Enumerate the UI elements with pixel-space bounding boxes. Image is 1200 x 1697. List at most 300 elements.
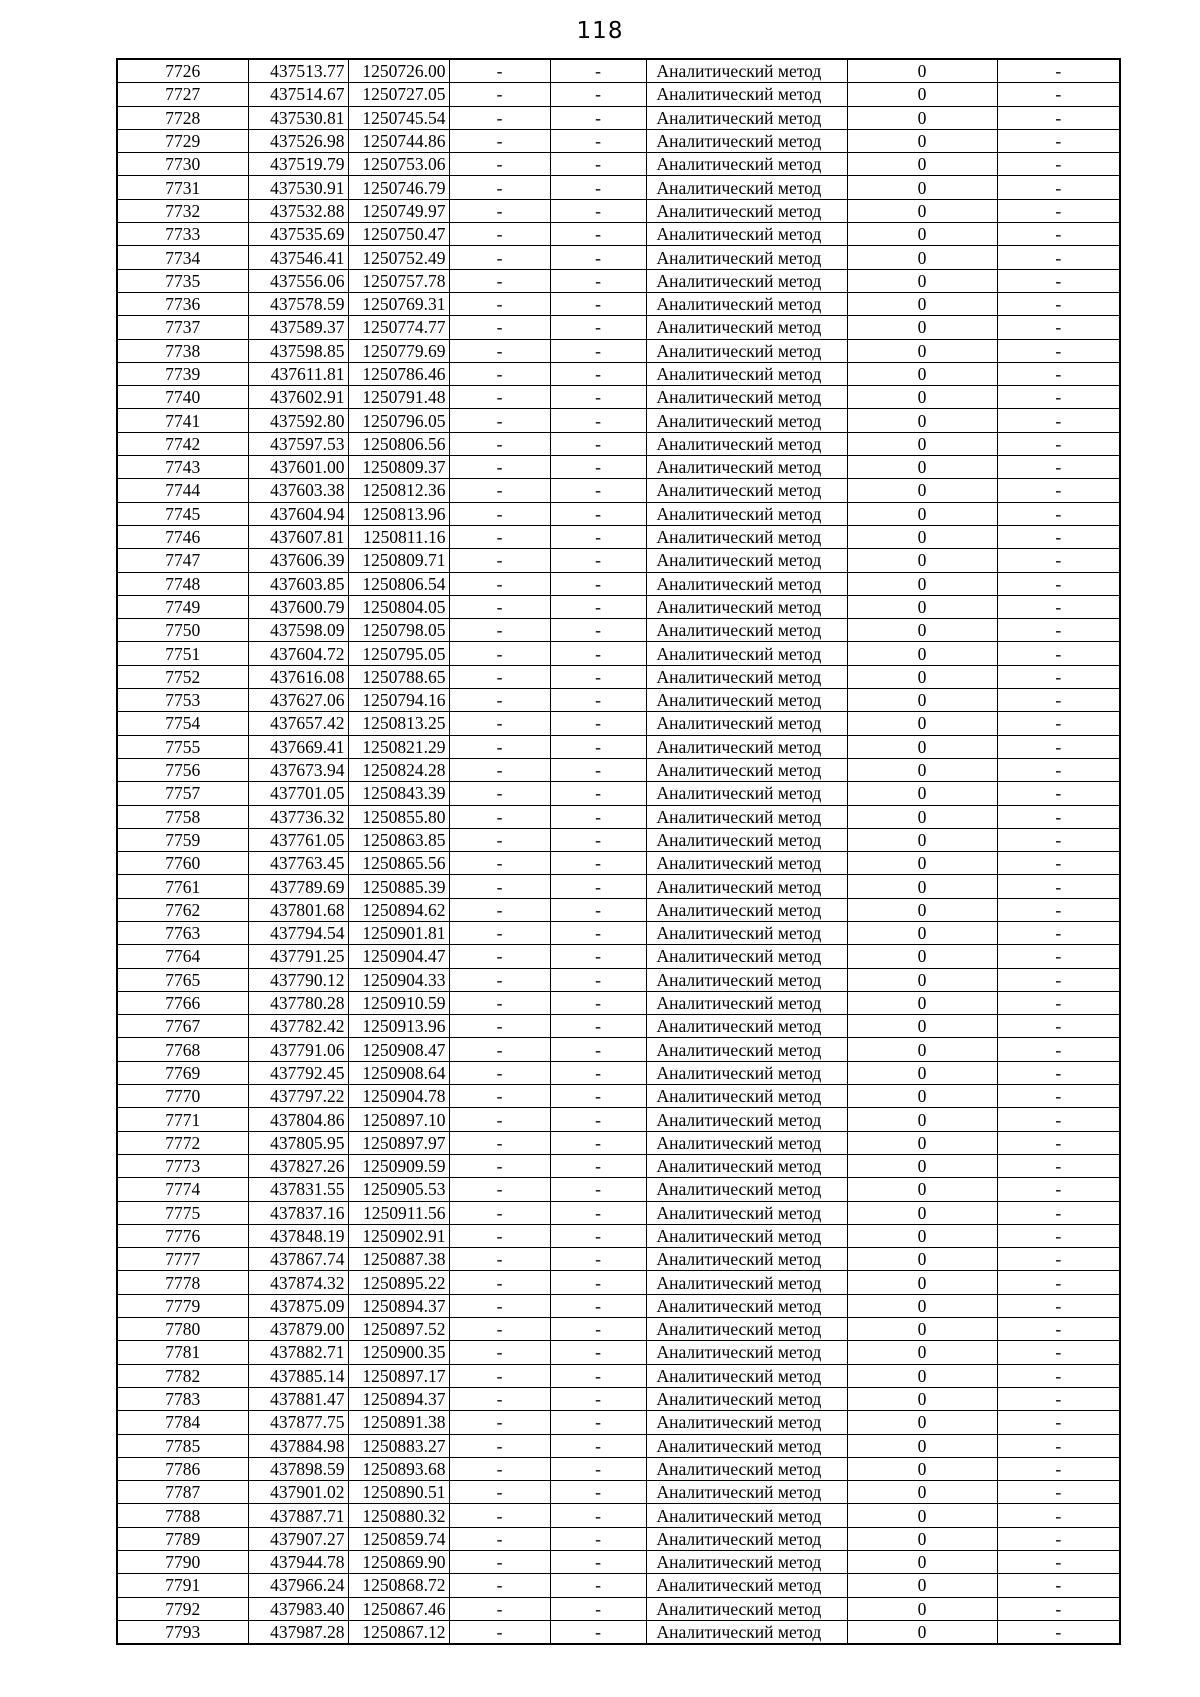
x-coordinate-cell: 437797.22 [248, 1085, 348, 1108]
empty-value-cell: - [550, 1387, 646, 1410]
method-cell: Аналитический метод [646, 1341, 847, 1364]
table-row [117, 991, 1120, 1014]
y-coordinate-cell: 1250905.53 [348, 1178, 449, 1201]
y-coordinate-cell: 1250804.05 [348, 595, 449, 618]
point-number-cell: 7773 [117, 1154, 248, 1177]
empty-value-cell: - [997, 1574, 1120, 1597]
empty-value-cell: - [449, 1015, 550, 1038]
empty-value-cell: - [550, 1364, 646, 1387]
empty-value-cell: - [997, 1038, 1120, 1061]
empty-value-cell: - [997, 1364, 1120, 1387]
y-coordinate-cell: 1250757.78 [348, 269, 449, 292]
table-row [117, 712, 1120, 735]
empty-value-cell: - [550, 1504, 646, 1527]
method-cell: Аналитический метод [646, 153, 847, 176]
y-coordinate-cell: 1250746.79 [348, 176, 449, 199]
point-number-cell: 7793 [117, 1620, 248, 1644]
empty-value-cell: - [550, 479, 646, 502]
x-coordinate-cell: 437791.25 [248, 945, 348, 968]
method-cell: Аналитический метод [646, 689, 847, 712]
y-coordinate-cell: 1250809.71 [348, 549, 449, 572]
coordinates-table [116, 58, 1121, 1645]
method-cell: Аналитический метод [646, 199, 847, 222]
accuracy-cell: 0 [847, 1248, 997, 1271]
x-coordinate-cell: 437848.19 [248, 1224, 348, 1247]
empty-value-cell: - [997, 246, 1120, 269]
empty-value-cell: - [449, 479, 550, 502]
point-number-cell: 7765 [117, 968, 248, 991]
point-number-cell: 7757 [117, 782, 248, 805]
empty-value-cell: - [997, 1224, 1120, 1247]
accuracy-cell: 0 [847, 665, 997, 688]
x-coordinate-cell: 437780.28 [248, 991, 348, 1014]
y-coordinate-cell: 1250893.68 [348, 1457, 449, 1480]
x-coordinate-cell: 437790.12 [248, 968, 348, 991]
x-coordinate-cell: 437874.32 [248, 1271, 348, 1294]
method-cell: Аналитический метод [646, 1387, 847, 1410]
x-coordinate-cell: 437602.91 [248, 386, 348, 409]
empty-value-cell: - [997, 875, 1120, 898]
table-row [117, 339, 1120, 362]
empty-value-cell: - [550, 432, 646, 455]
accuracy-cell: 0 [847, 456, 997, 479]
y-coordinate-cell: 1250824.28 [348, 758, 449, 781]
empty-value-cell: - [449, 502, 550, 525]
empty-value-cell: - [550, 1620, 646, 1644]
x-coordinate-cell: 437589.37 [248, 316, 348, 339]
method-cell: Аналитический метод [646, 292, 847, 315]
y-coordinate-cell: 1250900.35 [348, 1341, 449, 1364]
x-coordinate-cell: 437546.41 [248, 246, 348, 269]
point-number-cell: 7745 [117, 502, 248, 525]
empty-value-cell: - [449, 1411, 550, 1434]
empty-value-cell: - [550, 339, 646, 362]
table-row [117, 1481, 1120, 1504]
point-number-cell: 7788 [117, 1504, 248, 1527]
accuracy-cell: 0 [847, 1178, 997, 1201]
table-row [117, 223, 1120, 246]
y-coordinate-cell: 1250750.47 [348, 223, 449, 246]
empty-value-cell: - [550, 1131, 646, 1154]
coordinates-table-body [117, 59, 1120, 1644]
table-row [117, 1387, 1120, 1410]
method-cell: Аналитический метод [646, 1527, 847, 1550]
table-row [117, 549, 1120, 572]
table-row [117, 1364, 1120, 1387]
y-coordinate-cell: 1250913.96 [348, 1015, 449, 1038]
empty-value-cell: - [550, 386, 646, 409]
accuracy-cell: 0 [847, 828, 997, 851]
table-row [117, 199, 1120, 222]
method-cell: Аналитический метод [646, 269, 847, 292]
table-row [117, 1457, 1120, 1480]
empty-value-cell: - [550, 1318, 646, 1341]
empty-value-cell: - [550, 199, 646, 222]
point-number-cell: 7735 [117, 269, 248, 292]
x-coordinate-cell: 437604.94 [248, 502, 348, 525]
method-cell: Аналитический метод [646, 1457, 847, 1480]
empty-value-cell: - [550, 223, 646, 246]
empty-value-cell: - [997, 1271, 1120, 1294]
y-coordinate-cell: 1250909.59 [348, 1154, 449, 1177]
method-cell: Аналитический метод [646, 921, 847, 944]
empty-value-cell: - [550, 316, 646, 339]
empty-value-cell: - [997, 409, 1120, 432]
y-coordinate-cell: 1250904.33 [348, 968, 449, 991]
point-number-cell: 7748 [117, 572, 248, 595]
empty-value-cell: - [997, 502, 1120, 525]
empty-value-cell: - [449, 1271, 550, 1294]
empty-value-cell: - [550, 106, 646, 129]
method-cell: Аналитический метод [646, 106, 847, 129]
x-coordinate-cell: 437519.79 [248, 153, 348, 176]
empty-value-cell: - [449, 292, 550, 315]
accuracy-cell: 0 [847, 1131, 997, 1154]
empty-value-cell: - [550, 1061, 646, 1084]
empty-value-cell: - [449, 828, 550, 851]
table-row [117, 898, 1120, 921]
table-row [117, 1248, 1120, 1271]
y-coordinate-cell: 1250774.77 [348, 316, 449, 339]
table-row [117, 619, 1120, 642]
point-number-cell: 7785 [117, 1434, 248, 1457]
method-cell: Аналитический метод [646, 852, 847, 875]
y-coordinate-cell: 1250744.86 [348, 129, 449, 152]
method-cell: Аналитический метод [646, 386, 847, 409]
x-coordinate-cell: 437782.42 [248, 1015, 348, 1038]
y-coordinate-cell: 1250865.56 [348, 852, 449, 875]
empty-value-cell: - [997, 1085, 1120, 1108]
empty-value-cell: - [550, 1154, 646, 1177]
method-cell: Аналитический метод [646, 549, 847, 572]
y-coordinate-cell: 1250883.27 [348, 1434, 449, 1457]
accuracy-cell: 0 [847, 106, 997, 129]
y-coordinate-cell: 1250894.37 [348, 1387, 449, 1410]
empty-value-cell: - [449, 1178, 550, 1201]
empty-value-cell: - [550, 1457, 646, 1480]
method-cell: Аналитический метод [646, 875, 847, 898]
empty-value-cell: - [550, 549, 646, 572]
y-coordinate-cell: 1250868.72 [348, 1574, 449, 1597]
table-row [117, 316, 1120, 339]
empty-value-cell: - [550, 1085, 646, 1108]
empty-value-cell: - [550, 456, 646, 479]
point-number-cell: 7764 [117, 945, 248, 968]
x-coordinate-cell: 437879.00 [248, 1318, 348, 1341]
method-cell: Аналитический метод [646, 129, 847, 152]
table-row [117, 1341, 1120, 1364]
empty-value-cell: - [550, 1434, 646, 1457]
point-number-cell: 7731 [117, 176, 248, 199]
empty-value-cell: - [997, 642, 1120, 665]
x-coordinate-cell: 437884.98 [248, 1434, 348, 1457]
accuracy-cell: 0 [847, 1341, 997, 1364]
x-coordinate-cell: 437601.00 [248, 456, 348, 479]
y-coordinate-cell: 1250753.06 [348, 153, 449, 176]
accuracy-cell: 0 [847, 735, 997, 758]
point-number-cell: 7777 [117, 1248, 248, 1271]
point-number-cell: 7791 [117, 1574, 248, 1597]
empty-value-cell: - [449, 712, 550, 735]
empty-value-cell: - [550, 782, 646, 805]
accuracy-cell: 0 [847, 921, 997, 944]
accuracy-cell: 0 [847, 1597, 997, 1620]
x-coordinate-cell: 437556.06 [248, 269, 348, 292]
empty-value-cell: - [550, 129, 646, 152]
y-coordinate-cell: 1250863.85 [348, 828, 449, 851]
empty-value-cell: - [997, 968, 1120, 991]
empty-value-cell: - [997, 223, 1120, 246]
empty-value-cell: - [550, 1411, 646, 1434]
empty-value-cell: - [997, 852, 1120, 875]
y-coordinate-cell: 1250796.05 [348, 409, 449, 432]
y-coordinate-cell: 1250813.96 [348, 502, 449, 525]
empty-value-cell: - [550, 1248, 646, 1271]
empty-value-cell: - [997, 362, 1120, 385]
accuracy-cell: 0 [847, 176, 997, 199]
method-cell: Аналитический метод [646, 1085, 847, 1108]
table-row [117, 1038, 1120, 1061]
point-number-cell: 7770 [117, 1085, 248, 1108]
y-coordinate-cell: 1250894.62 [348, 898, 449, 921]
y-coordinate-cell: 1250794.16 [348, 689, 449, 712]
empty-value-cell: - [449, 1341, 550, 1364]
accuracy-cell: 0 [847, 1527, 997, 1550]
point-number-cell: 7750 [117, 619, 248, 642]
empty-value-cell: - [449, 549, 550, 572]
accuracy-cell: 0 [847, 1201, 997, 1224]
method-cell: Аналитический метод [646, 665, 847, 688]
empty-value-cell: - [550, 59, 646, 83]
empty-value-cell: - [449, 619, 550, 642]
x-coordinate-cell: 437794.54 [248, 921, 348, 944]
accuracy-cell: 0 [847, 386, 997, 409]
empty-value-cell: - [997, 1434, 1120, 1457]
accuracy-cell: 0 [847, 362, 997, 385]
table-row [117, 572, 1120, 595]
point-number-cell: 7774 [117, 1178, 248, 1201]
accuracy-cell: 0 [847, 1411, 997, 1434]
empty-value-cell: - [997, 1620, 1120, 1644]
x-coordinate-cell: 437603.85 [248, 572, 348, 595]
x-coordinate-cell: 437603.38 [248, 479, 348, 502]
table-row [117, 83, 1120, 106]
empty-value-cell: - [449, 1364, 550, 1387]
accuracy-cell: 0 [847, 1318, 997, 1341]
accuracy-cell: 0 [847, 1224, 997, 1247]
point-number-cell: 7784 [117, 1411, 248, 1434]
empty-value-cell: - [997, 572, 1120, 595]
table-row [117, 758, 1120, 781]
empty-value-cell: - [449, 1481, 550, 1504]
empty-value-cell: - [449, 1224, 550, 1247]
method-cell: Аналитический метод [646, 1574, 847, 1597]
accuracy-cell: 0 [847, 1271, 997, 1294]
empty-value-cell: - [449, 432, 550, 455]
y-coordinate-cell: 1250779.69 [348, 339, 449, 362]
accuracy-cell: 0 [847, 1551, 997, 1574]
empty-value-cell: - [449, 1085, 550, 1108]
empty-value-cell: - [449, 642, 550, 665]
method-cell: Аналитический метод [646, 316, 847, 339]
point-number-cell: 7747 [117, 549, 248, 572]
method-cell: Аналитический метод [646, 479, 847, 502]
point-number-cell: 7756 [117, 758, 248, 781]
empty-value-cell: - [449, 758, 550, 781]
accuracy-cell: 0 [847, 1364, 997, 1387]
accuracy-cell: 0 [847, 1504, 997, 1527]
point-number-cell: 7742 [117, 432, 248, 455]
x-coordinate-cell: 437535.69 [248, 223, 348, 246]
method-cell: Аналитический метод [646, 1294, 847, 1317]
method-cell: Аналитический метод [646, 1620, 847, 1644]
accuracy-cell: 0 [847, 782, 997, 805]
y-coordinate-cell: 1250727.05 [348, 83, 449, 106]
point-number-cell: 7746 [117, 525, 248, 548]
empty-value-cell: - [997, 1154, 1120, 1177]
x-coordinate-cell: 437804.86 [248, 1108, 348, 1131]
point-number-cell: 7767 [117, 1015, 248, 1038]
point-number-cell: 7786 [117, 1457, 248, 1480]
y-coordinate-cell: 1250788.65 [348, 665, 449, 688]
method-cell: Аналитический метод [646, 223, 847, 246]
accuracy-cell: 0 [847, 619, 997, 642]
accuracy-cell: 0 [847, 292, 997, 315]
y-coordinate-cell: 1250806.54 [348, 572, 449, 595]
accuracy-cell: 0 [847, 1620, 997, 1644]
point-number-cell: 7789 [117, 1527, 248, 1550]
x-coordinate-cell: 437966.24 [248, 1574, 348, 1597]
empty-value-cell: - [449, 968, 550, 991]
table-row [117, 409, 1120, 432]
method-cell: Аналитический метод [646, 1038, 847, 1061]
table-row [117, 292, 1120, 315]
empty-value-cell: - [449, 1131, 550, 1154]
accuracy-cell: 0 [847, 1015, 997, 1038]
empty-value-cell: - [997, 456, 1120, 479]
empty-value-cell: - [449, 1294, 550, 1317]
x-coordinate-cell: 437898.59 [248, 1457, 348, 1480]
empty-value-cell: - [449, 1061, 550, 1084]
accuracy-cell: 0 [847, 1434, 997, 1457]
empty-value-cell: - [997, 176, 1120, 199]
empty-value-cell: - [449, 269, 550, 292]
point-number-cell: 7755 [117, 735, 248, 758]
accuracy-cell: 0 [847, 1457, 997, 1480]
table-row [117, 176, 1120, 199]
method-cell: Аналитический метод [646, 1411, 847, 1434]
table-row [117, 1061, 1120, 1084]
accuracy-cell: 0 [847, 432, 997, 455]
x-coordinate-cell: 437805.95 [248, 1131, 348, 1154]
table-row [117, 386, 1120, 409]
point-number-cell: 7729 [117, 129, 248, 152]
x-coordinate-cell: 437877.75 [248, 1411, 348, 1434]
empty-value-cell: - [449, 991, 550, 1014]
empty-value-cell: - [449, 875, 550, 898]
point-number-cell: 7790 [117, 1551, 248, 1574]
method-cell: Аналитический метод [646, 246, 847, 269]
empty-value-cell: - [997, 805, 1120, 828]
method-cell: Аналитический метод [646, 339, 847, 362]
accuracy-cell: 0 [847, 1481, 997, 1504]
method-cell: Аналитический метод [646, 642, 847, 665]
empty-value-cell: - [550, 1038, 646, 1061]
empty-value-cell: - [550, 1481, 646, 1504]
table-row [117, 362, 1120, 385]
method-cell: Аналитический метод [646, 1201, 847, 1224]
x-coordinate-cell: 437526.98 [248, 129, 348, 152]
x-coordinate-cell: 437983.40 [248, 1597, 348, 1620]
x-coordinate-cell: 437827.26 [248, 1154, 348, 1177]
accuracy-cell: 0 [847, 1574, 997, 1597]
table-row [117, 269, 1120, 292]
method-cell: Аналитический метод [646, 828, 847, 851]
accuracy-cell: 0 [847, 968, 997, 991]
empty-value-cell: - [449, 1504, 550, 1527]
y-coordinate-cell: 1250795.05 [348, 642, 449, 665]
empty-value-cell: - [449, 1201, 550, 1224]
accuracy-cell: 0 [847, 153, 997, 176]
accuracy-cell: 0 [847, 898, 997, 921]
empty-value-cell: - [997, 83, 1120, 106]
empty-value-cell: - [449, 689, 550, 712]
empty-value-cell: - [449, 409, 550, 432]
x-coordinate-cell: 437701.05 [248, 782, 348, 805]
empty-value-cell: - [550, 712, 646, 735]
empty-value-cell: - [449, 362, 550, 385]
x-coordinate-cell: 437875.09 [248, 1294, 348, 1317]
accuracy-cell: 0 [847, 805, 997, 828]
accuracy-cell: 0 [847, 269, 997, 292]
x-coordinate-cell: 437763.45 [248, 852, 348, 875]
table-row [117, 1224, 1120, 1247]
x-coordinate-cell: 437791.06 [248, 1038, 348, 1061]
y-coordinate-cell: 1250798.05 [348, 619, 449, 642]
y-coordinate-cell: 1250726.00 [348, 59, 449, 83]
x-coordinate-cell: 437881.47 [248, 1387, 348, 1410]
y-coordinate-cell: 1250769.31 [348, 292, 449, 315]
empty-value-cell: - [550, 1341, 646, 1364]
point-number-cell: 7779 [117, 1294, 248, 1317]
y-coordinate-cell: 1250811.16 [348, 525, 449, 548]
method-cell: Аналитический метод [646, 1364, 847, 1387]
method-cell: Аналитический метод [646, 83, 847, 106]
x-coordinate-cell: 437944.78 [248, 1551, 348, 1574]
accuracy-cell: 0 [847, 479, 997, 502]
empty-value-cell: - [997, 316, 1120, 339]
empty-value-cell: - [449, 83, 550, 106]
empty-value-cell: - [550, 875, 646, 898]
empty-value-cell: - [550, 1224, 646, 1247]
point-number-cell: 7752 [117, 665, 248, 688]
x-coordinate-cell: 437627.06 [248, 689, 348, 712]
empty-value-cell: - [997, 1551, 1120, 1574]
empty-value-cell: - [550, 805, 646, 828]
accuracy-cell: 0 [847, 339, 997, 362]
table-row [117, 1504, 1120, 1527]
method-cell: Аналитический метод [646, 968, 847, 991]
method-cell: Аналитический метод [646, 1248, 847, 1271]
empty-value-cell: - [997, 595, 1120, 618]
empty-value-cell: - [997, 782, 1120, 805]
table-row [117, 735, 1120, 758]
empty-value-cell: - [449, 945, 550, 968]
y-coordinate-cell: 1250786.46 [348, 362, 449, 385]
x-coordinate-cell: 437761.05 [248, 828, 348, 851]
empty-value-cell: - [449, 898, 550, 921]
point-number-cell: 7743 [117, 456, 248, 479]
